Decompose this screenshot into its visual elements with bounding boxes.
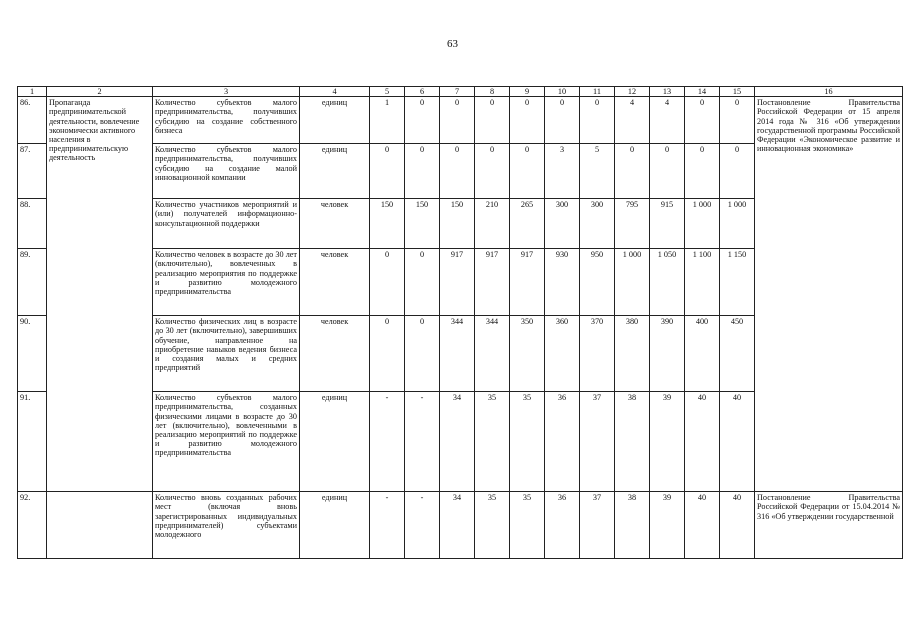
header-cell: 4 — [300, 87, 370, 97]
header-cell: 14 — [685, 87, 720, 97]
value-cell: 0 — [510, 97, 545, 144]
value-cell: 150 — [405, 199, 440, 249]
value-cell: 0 — [510, 144, 545, 199]
value-cell: 40 — [720, 392, 755, 492]
value-cell: 0 — [650, 144, 685, 199]
header-cell: 6 — [405, 87, 440, 97]
indicator-name: Количество субъектов малого предпринимательства, созданных физическими лицами в возрасте до 30 лет (включительно), вовлеченными в реализацию мероприятий по поддержке и развитию молодежного предпринимательства — [153, 392, 300, 492]
unit: человек — [300, 316, 370, 392]
value-cell: 5 — [580, 144, 615, 199]
header-cell: 10 — [545, 87, 580, 97]
indicator-name: Количество человек в возрасте до 30 лет (включительно), вовлеченных в реализацию мероприятия по поддержке и развитию молодежного предпринимательства — [153, 249, 300, 316]
value-cell: 38 — [615, 392, 650, 492]
row-number: 88. — [18, 199, 47, 249]
value-cell: 37 — [580, 492, 615, 559]
value-cell: 344 — [440, 316, 475, 392]
value-cell: 35 — [510, 392, 545, 492]
value-cell: 300 — [545, 199, 580, 249]
value-cell: 0 — [370, 144, 405, 199]
value-cell: 370 — [580, 316, 615, 392]
value-cell: 40 — [720, 492, 755, 559]
value-cell: 4 — [650, 97, 685, 144]
value-cell: 34 — [440, 492, 475, 559]
value-cell: 0 — [405, 316, 440, 392]
value-cell: 917 — [475, 249, 510, 316]
indicator-table — [17, 86, 903, 559]
row-number: 86. — [18, 97, 47, 144]
header-cell: 9 — [510, 87, 545, 97]
header-cell: 3 — [153, 87, 300, 97]
unit: единиц — [300, 144, 370, 199]
value-cell: 917 — [510, 249, 545, 316]
value-cell: 1 000 — [685, 199, 720, 249]
header-cell: 8 — [475, 87, 510, 97]
header-cell: 11 — [580, 87, 615, 97]
value-cell: 360 — [545, 316, 580, 392]
value-cell: 0 — [405, 97, 440, 144]
value-cell: 210 — [475, 199, 510, 249]
source-document: Постановление Правительства Российской Федерации от 15.04.2014 № 316 «Об утверждении государственной — [755, 492, 903, 559]
header-cell: 5 — [370, 87, 405, 97]
indicator-name: Количество субъектов малого предпринимательства, получивших субсидию на создание малой инновационной компании — [153, 144, 300, 199]
table-row — [18, 97, 903, 144]
value-cell: 0 — [720, 144, 755, 199]
value-cell: - — [370, 492, 405, 559]
value-cell: 0 — [545, 97, 580, 144]
value-cell: 3 — [545, 144, 580, 199]
value-cell: 0 — [615, 144, 650, 199]
value-cell: 0 — [440, 144, 475, 199]
value-cell: 39 — [650, 392, 685, 492]
header-cell: 16 — [755, 87, 903, 97]
indicator-name: Количество физических лиц в возрасте до 30 лет (включительно), завершивших обучение, направленное на приобретение навыков ведения бизнеса и создания малых и средних предприятий — [153, 316, 300, 392]
header-cell: 12 — [615, 87, 650, 97]
value-cell: 400 — [685, 316, 720, 392]
value-cell: 1 — [370, 97, 405, 144]
table-row — [18, 492, 903, 559]
value-cell: 390 — [650, 316, 685, 392]
row-number: 91. — [18, 392, 47, 492]
indicator-name: Количество субъектов малого предпринимательства, получивших субсидию на создание собственного бизнеса — [153, 97, 300, 144]
value-cell: 4 — [615, 97, 650, 144]
row-number: 87. — [18, 144, 47, 199]
header-cell: 2 — [47, 87, 153, 97]
value-cell: 0 — [370, 316, 405, 392]
value-cell: 34 — [440, 392, 475, 492]
value-cell: 0 — [475, 97, 510, 144]
value-cell: - — [370, 392, 405, 492]
value-cell: 344 — [475, 316, 510, 392]
value-cell: 915 — [650, 199, 685, 249]
row-number: 89. — [18, 249, 47, 316]
value-cell: 150 — [370, 199, 405, 249]
value-cell: 930 — [545, 249, 580, 316]
header-cell: 7 — [440, 87, 475, 97]
page-number: 63 — [447, 38, 458, 50]
value-cell: 0 — [685, 144, 720, 199]
value-cell: 0 — [720, 97, 755, 144]
value-cell: 450 — [720, 316, 755, 392]
value-cell: - — [405, 392, 440, 492]
value-cell: 0 — [370, 249, 405, 316]
indicator-name: Количество участников мероприятий и (или) получателей информационно-консультационной поддержки — [153, 199, 300, 249]
value-cell: 1 000 — [720, 199, 755, 249]
value-cell: 0 — [475, 144, 510, 199]
value-cell: 0 — [405, 144, 440, 199]
value-cell: 0 — [405, 249, 440, 316]
unit: человек — [300, 199, 370, 249]
value-cell: 795 — [615, 199, 650, 249]
row-number: 90. — [18, 316, 47, 392]
group-label-empty — [47, 492, 153, 559]
column-numbers-row — [18, 87, 903, 97]
value-cell: 950 — [580, 249, 615, 316]
value-cell: 35 — [475, 392, 510, 492]
value-cell: 1 050 — [650, 249, 685, 316]
value-cell: 1 100 — [685, 249, 720, 316]
value-cell: 350 — [510, 316, 545, 392]
value-cell: 150 — [440, 199, 475, 249]
unit: единиц — [300, 392, 370, 492]
unit: единиц — [300, 492, 370, 559]
indicator-name: Количество вновь созданных рабочих мест (включая вновь зарегистрированных индивидуальных предпринимателей) субъектами молодежного — [153, 492, 300, 559]
value-cell: 35 — [510, 492, 545, 559]
value-cell: 0 — [580, 97, 615, 144]
value-cell: - — [405, 492, 440, 559]
value-cell: 1 000 — [615, 249, 650, 316]
value-cell: 0 — [440, 97, 475, 144]
value-cell: 300 — [580, 199, 615, 249]
header-cell: 1 — [18, 87, 47, 97]
group-label: Пропаганда предпринимательской деятельности, вовлечение экономически активного населения в предпринимательскую деятельность — [47, 97, 153, 492]
source-document: Постановление Правительства Российской Федерации от 15 апреля 2014 года № 316 «Об утверждении государственной программы Российской Федерации «Экономическое развитие и инновационная экономика» — [755, 97, 903, 492]
value-cell: 35 — [475, 492, 510, 559]
header-cell: 13 — [650, 87, 685, 97]
value-cell: 36 — [545, 492, 580, 559]
unit: единиц — [300, 97, 370, 144]
value-cell: 40 — [685, 492, 720, 559]
value-cell: 917 — [440, 249, 475, 316]
unit: человек — [300, 249, 370, 316]
value-cell: 1 150 — [720, 249, 755, 316]
value-cell: 380 — [615, 316, 650, 392]
value-cell: 265 — [510, 199, 545, 249]
row-number: 92. — [18, 492, 47, 559]
value-cell: 37 — [580, 392, 615, 492]
value-cell: 0 — [685, 97, 720, 144]
value-cell: 39 — [650, 492, 685, 559]
value-cell: 36 — [545, 392, 580, 492]
header-cell: 15 — [720, 87, 755, 97]
value-cell: 40 — [685, 392, 720, 492]
value-cell: 38 — [615, 492, 650, 559]
